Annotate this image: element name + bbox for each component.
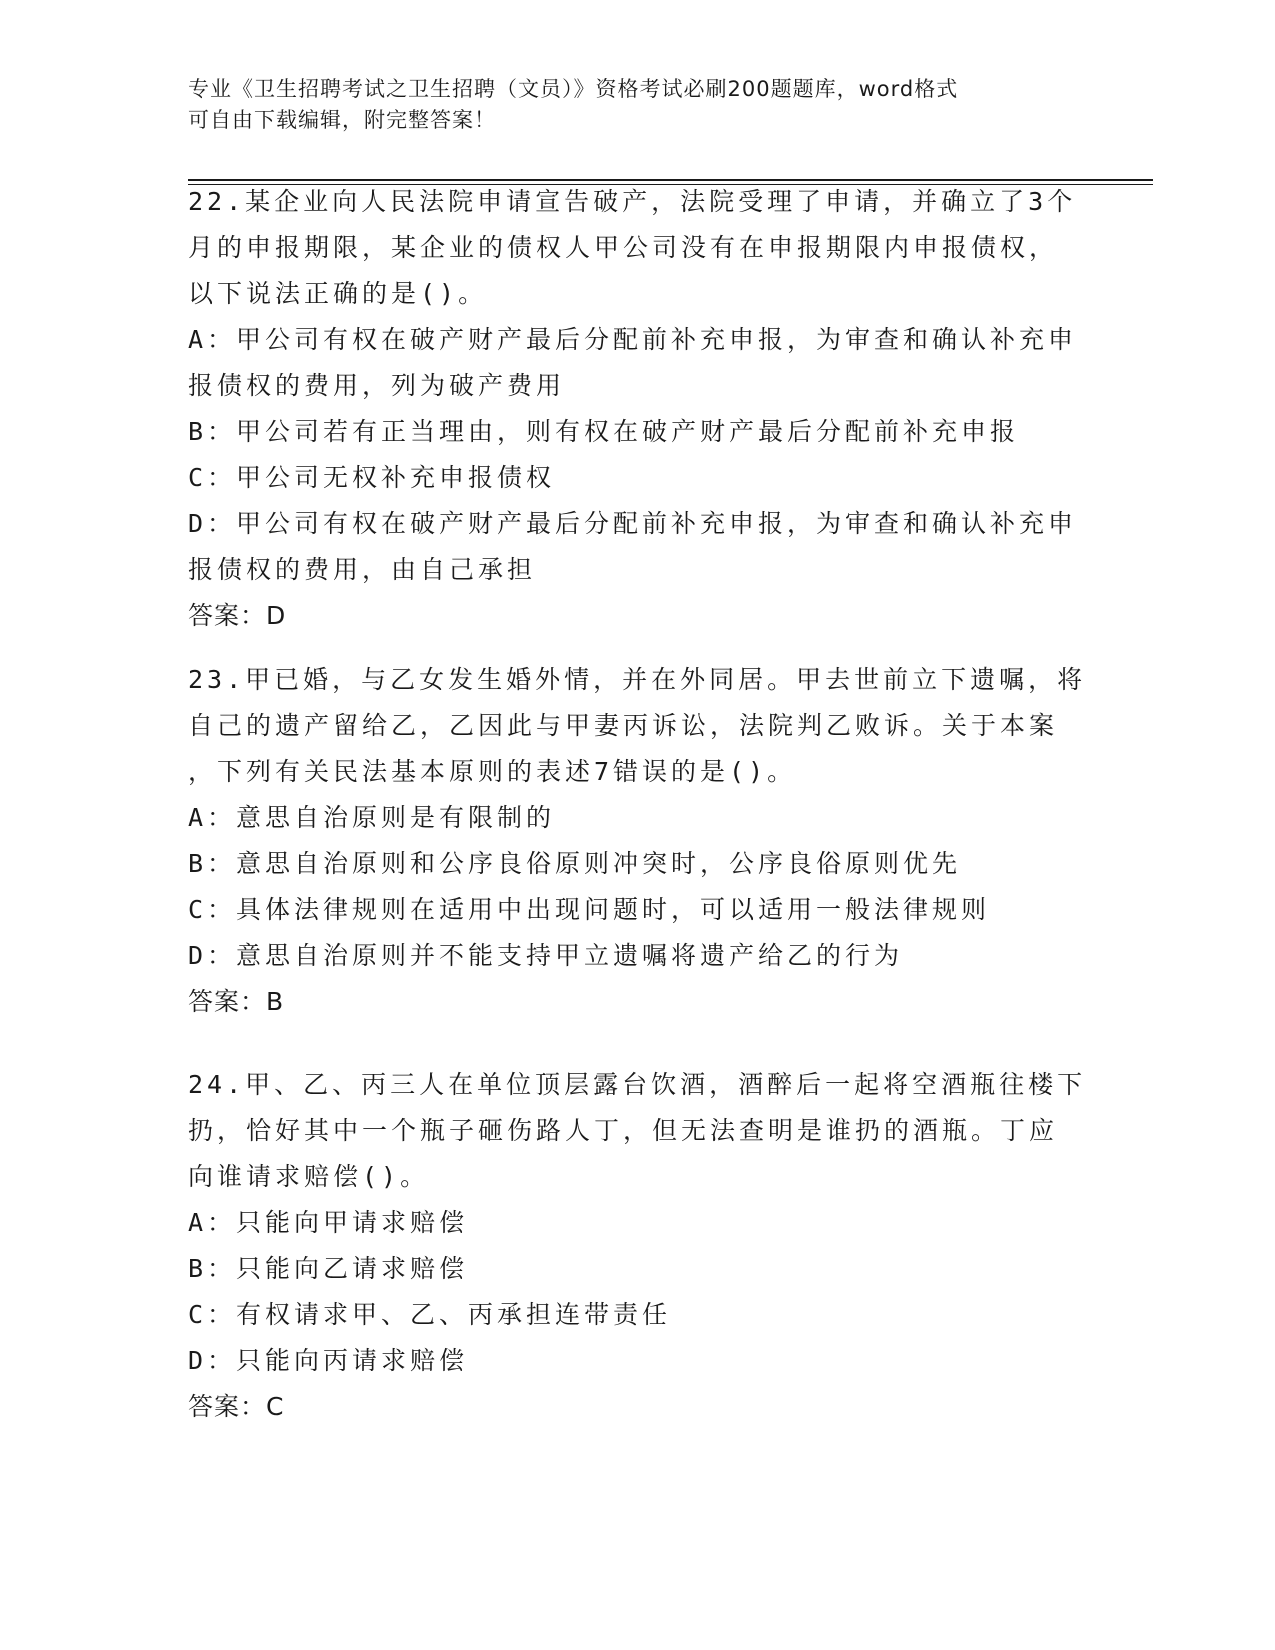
question-stem-line: ，下列有关民法基本原则的表述7错误的是()。 bbox=[188, 757, 797, 786]
question-stem-line: 以下说法正确的是()。 bbox=[188, 279, 488, 308]
option-b: B：意思自治原则和公序良俗原则冲突时，公序良俗原则优先 bbox=[188, 849, 962, 878]
question-stem-line: 23.甲已婚，与乙女发生婚外情，并在外同居。甲去世前立下遗嘱，将 bbox=[188, 665, 1087, 694]
option-a: A：只能向甲请求赔偿 bbox=[188, 1208, 469, 1237]
option-a: A：意思自治原则是有限制的 bbox=[188, 803, 556, 832]
document-header bbox=[188, 74, 1068, 136]
question-stem-line: 向谁请求赔偿()。 bbox=[188, 1162, 430, 1191]
option-d: D：甲公司有权在破产财产最后分配前补充申报，为审查和确认补充申 bbox=[188, 509, 1078, 538]
option-a: A：甲公司有权在破产财产最后分配前补充申报，为审查和确认补充申 bbox=[188, 325, 1078, 354]
option-d: D：意思自治原则并不能支持甲立遗嘱将遗产给乙的行为 bbox=[188, 941, 904, 970]
answer-label: 答案：B bbox=[188, 987, 285, 1016]
answer-label: 答案：C bbox=[188, 1392, 285, 1421]
header-title-line-2: 可自由下载编辑，附完整答案！ bbox=[188, 108, 496, 132]
question-23 bbox=[188, 657, 1088, 1025]
option-c: C：甲公司无权补充申报债权 bbox=[188, 463, 556, 492]
option-a-continued: 报债权的费用，列为破产费用 bbox=[188, 371, 566, 400]
question-stem-line: 22.某企业向人民法院申请宣告破产，法院受理了申请，并确立了3个 bbox=[188, 187, 1077, 216]
question-24 bbox=[188, 1062, 1088, 1430]
option-c: C：有权请求甲、乙、丙承担连带责任 bbox=[188, 1300, 672, 1329]
option-d-continued: 报债权的费用，由自己承担 bbox=[188, 555, 537, 584]
question-stem-line: 扔，恰好其中一个瓶子砸伤路人丁，但无法查明是谁扔的酒瓶。丁应 bbox=[188, 1116, 1059, 1145]
option-d: D：只能向丙请求赔偿 bbox=[188, 1346, 469, 1375]
question-22 bbox=[188, 179, 1088, 639]
question-stem-line: 月的申报期限，某企业的债权人甲公司没有在申报期限内申报债权， bbox=[188, 233, 1059, 262]
question-stem-line: 自己的遗产留给乙，乙因此与甲妻丙诉讼，法院判乙败诉。关于本案 bbox=[188, 711, 1059, 740]
answer-label: 答案：D bbox=[188, 601, 287, 630]
question-stem-line: 24.甲、乙、丙三人在单位顶层露台饮酒，酒醉后一起将空酒瓶往楼下 bbox=[188, 1070, 1087, 1099]
header-title-line-1: 专业《卫生招聘考试之卫生招聘（文员）》资格考试必刷200题题库，word格式 bbox=[188, 77, 959, 101]
option-c: C：具体法律规则在适用中出现问题时，可以适用一般法律规则 bbox=[188, 895, 991, 924]
option-b: B：只能向乙请求赔偿 bbox=[188, 1254, 469, 1283]
option-b: B：甲公司若有正当理由，则有权在破产财产最后分配前补充申报 bbox=[188, 417, 1020, 446]
